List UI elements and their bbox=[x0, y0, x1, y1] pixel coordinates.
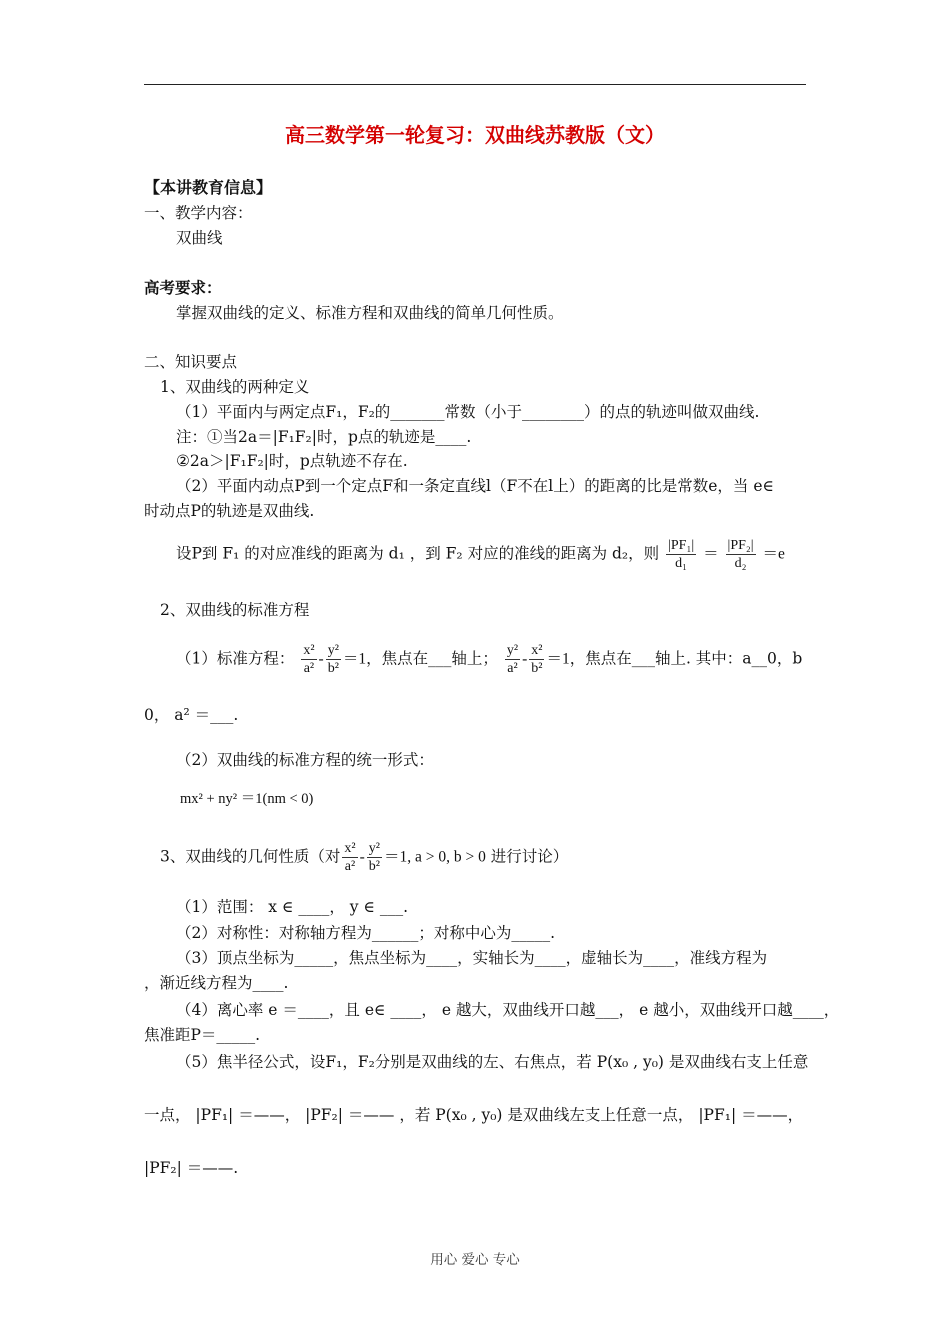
geometry-eccentricity: （4）离心率 e ＝____，且 e∈ ____， e 越大，双曲线开口越___， e 越小，双曲线开口越____， bbox=[176, 1001, 840, 1019]
geometry-eccentricity-cont: 焦准距P＝_____. bbox=[144, 1026, 261, 1044]
geometry-vertices-cont: ，渐近线方程为____. bbox=[144, 974, 289, 992]
geometry-heading-tail: 进行讨论） bbox=[490, 847, 569, 866]
geometry-focal-radius: （5）焦半径公式，设F₁，F₂分别是双曲线的左、右焦点，若 P(x₀ , y₀) 是双曲线右支上任意 bbox=[176, 1053, 809, 1071]
note-1: 注：①当2a＝|F₁F₂|时，p点的轨迹是____. bbox=[176, 428, 472, 446]
std-focus-y: ，焦点在___轴上. 其中：a__0，b bbox=[569, 649, 803, 668]
frac-y2-b2: $\frac{\text{y²}}{\text{b²}}$ bbox=[327, 643, 339, 676]
directrix-ratio-text: 设P到 F₁ 的对应准线的距离为 d₁ ，到 F₂ 对应的准线的距离为 d₂，则 bbox=[176, 544, 660, 563]
frac-y2-a2: $\frac{\text{y²}}{\text{a²}}$ bbox=[506, 643, 519, 676]
note-2: ②2a＞|F₁F₂|时，p点轨迹不存在. bbox=[176, 452, 408, 470]
geometry-heading-line: 3、双曲线的几何性质（对 $\frac{\text{x²}}{\text{a²}}$ - $\frac{\text{y²}}{\text{b²}}$ ＝1, a > 0, b > 0 进行讨论） bbox=[160, 841, 569, 874]
definition-2-cont: 时动点P的轨迹是双曲线. bbox=[144, 502, 315, 520]
content-body: 双曲线 bbox=[176, 229, 223, 247]
definition-2: （2）平面内动点P到一个定点F和一条定直线l（F不在l上）的距离的比是常数e，当 e∈ bbox=[176, 477, 774, 495]
page-title: 高三数学第一轮复习：双曲线苏教版（文） bbox=[285, 123, 665, 147]
unified-form-heading: （2）双曲线的标准方程的统一形式： bbox=[176, 751, 434, 769]
content-heading: 一、教学内容： bbox=[144, 204, 253, 222]
standard-equation-line: （1）标准方程： $\frac{\text{x²}}{\text{a²}}$ - $\frac{\text{y²}}{\text{b²}}$ ＝1，焦点在___轴上； $\frac{\text{y²}}{\text{a²}}$ - $\frac{\text{x²}}{\text{b²}}$ ＝1，焦点在___轴上. 其中：a__0，b bbox=[176, 643, 803, 676]
geometry-symmetry: （2）对称性：对称轴方程为______；对称中心为_____. bbox=[176, 924, 556, 942]
geometry-range: （1）范围： x ∈ ____， y ∈ ___. bbox=[176, 898, 409, 916]
ratio-fraction-2: $\frac{\text{|PF₂|}}{\text{d₂}}$ bbox=[727, 538, 754, 571]
std-focus-x: ，焦点在___轴上； bbox=[366, 649, 498, 668]
definition-1: （1）平面内与两定点F₁，F₂的_______常数（小于________）的点的轨迹叫做双曲线. bbox=[176, 403, 760, 421]
frac-x2-b2: $\frac{\text{x²}}{\text{b²}}$ bbox=[531, 643, 543, 676]
requirements-heading: 高考要求： bbox=[144, 278, 222, 297]
geo-frac-x2-a2: $\frac{\text{x²}}{\text{a²}}$ bbox=[344, 841, 356, 874]
geometry-condition: ＝1, a > 0, b > 0 bbox=[383, 848, 486, 866]
definitions-heading: 1、双曲线的两种定义 bbox=[160, 378, 310, 396]
standard-equation-heading: 2、双曲线的标准方程 bbox=[160, 601, 310, 619]
page-footer: 用心 爱心 专心 bbox=[430, 1252, 520, 1268]
geometry-heading: 3、双曲线的几何性质（对 bbox=[160, 847, 341, 866]
header-rule bbox=[144, 84, 806, 85]
geometry-vertices: （3）顶点坐标为_____，焦点坐标为____，实轴长为____，虚轴长为____，准线方程为 bbox=[176, 949, 768, 967]
unified-form-equation: mx² + ny² ＝1(nm < 0) bbox=[180, 791, 314, 807]
geo-frac-y2-b2: $\frac{\text{y²}}{\text{b²}}$ bbox=[368, 841, 380, 874]
section-info-heading: 【本讲教育信息】 bbox=[144, 178, 273, 197]
standard-equation-label: （1）标准方程： bbox=[176, 649, 295, 668]
ratio-equals-e: ＝e bbox=[762, 545, 785, 563]
directrix-ratio-line: 设P到 F₁ 的对应准线的距离为 d₁ ，到 F₂ 对应的准线的距离为 d₂，则 $\frac{\text{|PF₁|}}{\text{d₁}}$ ＝ $\frac{\text{|PF₂|}}{\text{d₂}}$ ＝e bbox=[176, 538, 785, 571]
geometry-focal-radius-end: |PF₂| ＝——. bbox=[144, 1159, 239, 1177]
ratio-fraction-1: $\frac{\text{|PF₁|}}{\text{d₁}}$ bbox=[668, 538, 695, 571]
knowledge-points-heading: 二、知识要点 bbox=[144, 353, 238, 371]
geometry-focal-radius-cont: 一点， |PF₁| ＝——， |PF₂| ＝—— ，若 P(x₀ , y₀) 是双曲线左支上任意一点， |PF₁| ＝——， bbox=[144, 1106, 804, 1124]
frac-x2-a2: $\frac{\text{x²}}{\text{a²}}$ bbox=[303, 643, 315, 676]
requirements-body: 掌握双曲线的定义、标准方程和双曲线的简单几何性质。 bbox=[176, 304, 564, 322]
standard-equation-cont: 0， a² ＝___. bbox=[144, 706, 239, 724]
